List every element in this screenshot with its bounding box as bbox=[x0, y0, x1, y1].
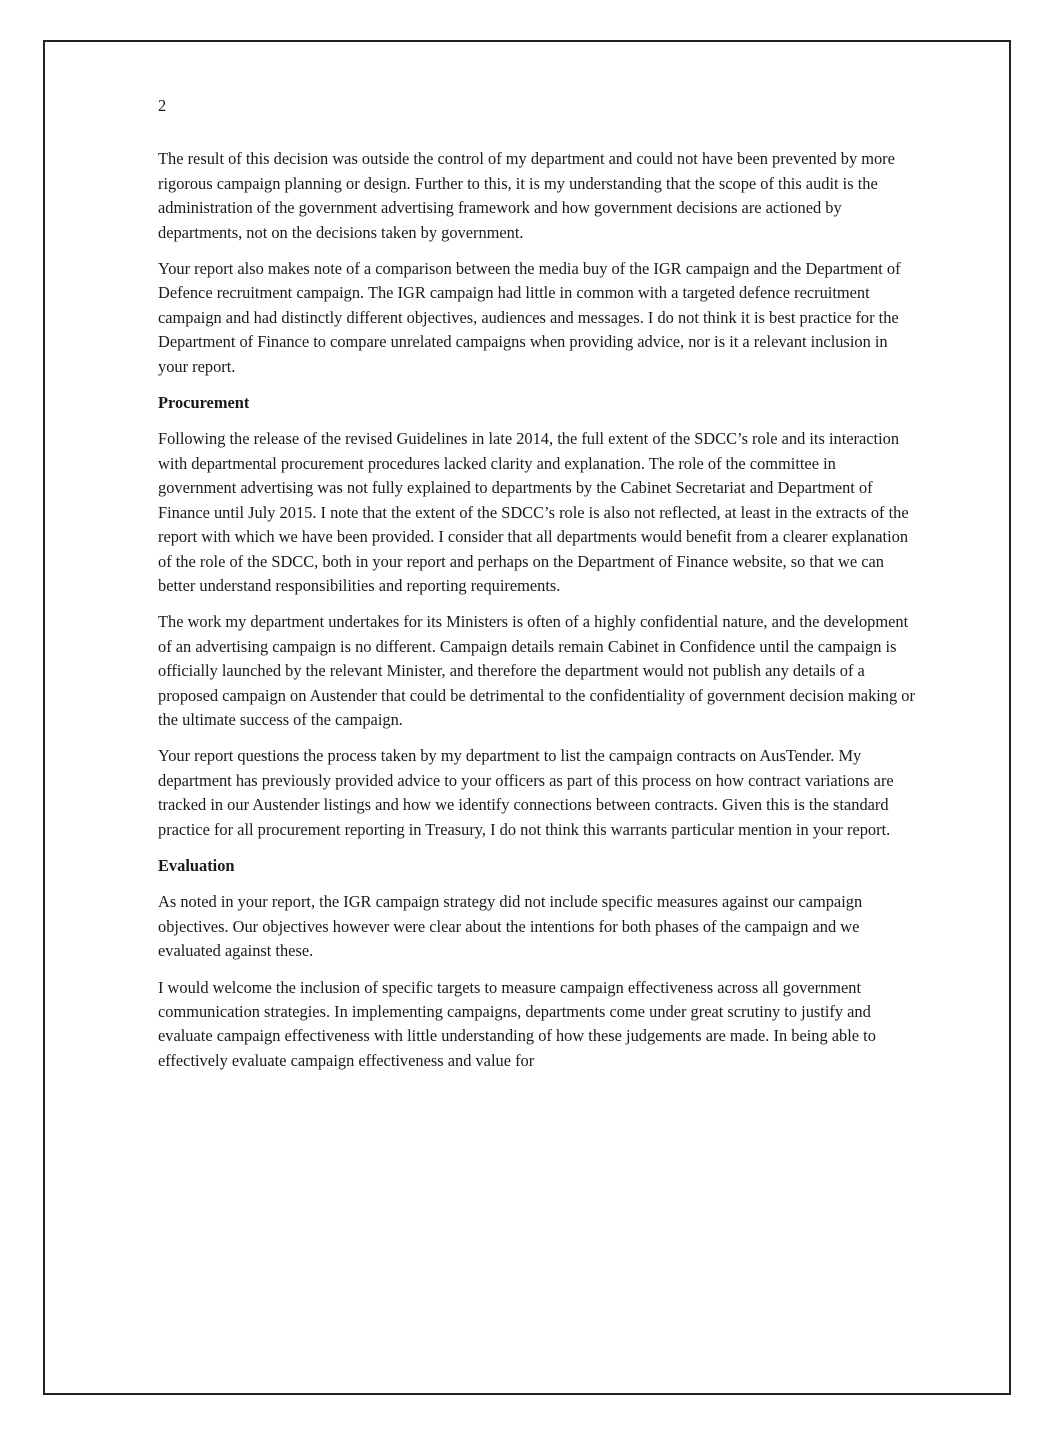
paragraph-decision-outside-control: The result of this decision was outside the control of my department and could not have been prevented by more rigorous campaign planning or design. Further to this, it is my understanding that the scope of this audit is the administration of the government advertising framework and how government decisions are actioned by departments, not on the decisions taken by government. bbox=[158, 149, 895, 242]
section-heading-evaluation: Evaluation bbox=[158, 855, 235, 875]
paragraph-campaign-measures: As noted in your report, the IGR campaign strategy did not include specific measures against our campaign objectives. Our objectives however were clear about the intentions for both phases of the campaign and we evaluated against these. bbox=[158, 892, 863, 961]
paragraph-austender-listing: Your report questions the process taken by my department to list the campaign contracts on AusTender. My department has previously provided advice to your officers as part of this process on how contract variations are tracked in our Austender listings and how we identify connections between contracts. Given this is the standard practice for all procurement reporting in Treasury, I do not think this warrants particular mention in your report. bbox=[158, 746, 894, 839]
section-heading-procurement: Procurement bbox=[158, 393, 250, 413]
page-number: 2 bbox=[158, 96, 167, 115]
paragraph-confidentiality: The work my department undertakes for its Ministers is often of a highly confidential nature, and the development of an advertising campaign is no different. Campaign details remain Cabinet in Confidence until the campaign is officially launched by the relevant Minister, and therefore the department would not publish any details of a proposed campaign on Austender that could be detrimental to the confidentiality of government decision making or the ultimate success of the campaign. bbox=[158, 612, 915, 729]
letter-body bbox=[158, 94, 918, 1085]
paragraph-sdcc-role: Following the release of the revised Guidelines in late 2014, the full extent of the SDCC’s role and its interaction with departmental procurement procedures lacked clarity and explanation. The role of the committee in government advertising was not fully explained to departments by the Cabinet Secretariat and Department of Finance until July 2015. I note that the extent of the SDCC’s role is also not reflected, at least in the extracts of the report with which we have been provided. I consider that all departments would benefit from a clearer explanation of the role of the SDCC, both in your report and perhaps on the Department of Finance website, so that we can better understand responsibilities and reporting requirements. bbox=[158, 429, 909, 595]
paragraph-media-buy-comparison: Your report also makes note of a comparison between the media buy of the IGR campaign and the Department of Defence recruitment campaign. The IGR campaign had little in common with a targeted defence recruitment campaign and had distinctly different objectives, audiences and messages. I do not think it is best practice for the Department of Finance to compare unrelated campaigns when providing advice, nor is it a relevant inclusion in your report. bbox=[158, 259, 901, 376]
paragraph-specific-targets: I would welcome the inclusion of specific targets to measure campaign effectiveness across all government communication strategies. In implementing campaigns, departments come under great scrutiny to justify and evaluate campaign effectiveness with little understanding of how these judgements are made. In being able to effectively evaluate campaign effectiveness and value for bbox=[158, 977, 876, 1070]
